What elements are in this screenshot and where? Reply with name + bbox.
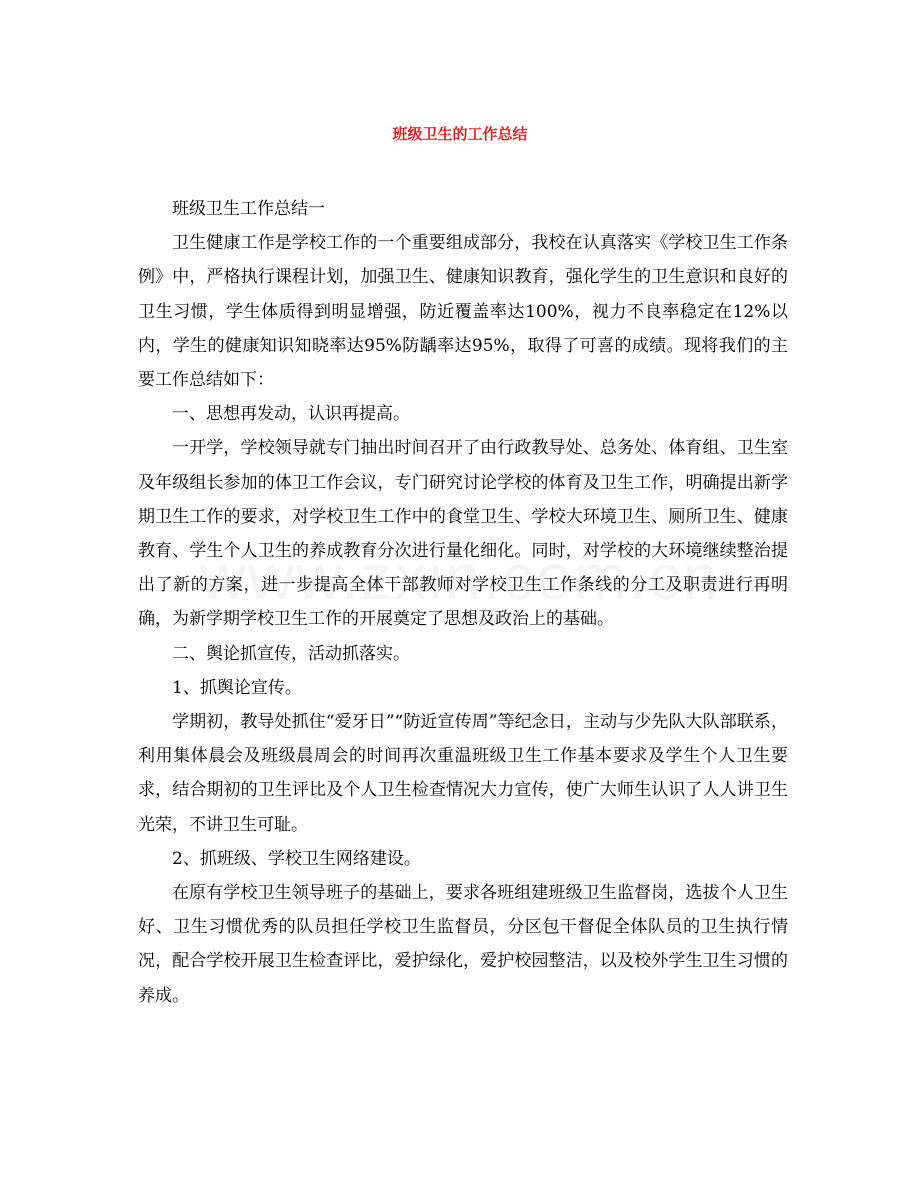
section-heading: 班级卫生工作总结一	[172, 199, 325, 219]
subsection-heading: 2、抓班级、学校卫生网络建设。	[172, 848, 421, 869]
section-heading: 二、舆论抓宣传，活动抓落实。	[172, 643, 410, 664]
body-paragraph: 在原有学校卫生领导班子的基础上，要求各班组建班级卫生监督岗，选拔个人卫生好、卫生习惯优秀的队员担任学校卫生监督员，分区包干督促全体队员的卫生执行情况，配合学校开展卫生检查评比，爱护绿化，爱护校园整洁，以及校外学生卫生习惯的养成。	[138, 883, 788, 1006]
body-paragraph: 一开学，学校领导就专门抽出时间召开了由行政教导处、总务处、体育组、卫生室及年级组长参加的体卫工作会议，专门研究讨论学校的体育及卫生工作，明确提出新学期卫生工作的要求，对学校卫生工作中的食堂卫生、学校大环境卫生、厕所卫生、健康教育、学生个人卫生的养成教育分次进行量化细化。同时，对学校的大环境继续整治提出了新的方案，进一步提高全体干部教师对学校卫生工作条线的分工及职责进行再明确，为新学期学校卫生工作的开展奠定了思想及政治上的基础。	[138, 438, 788, 630]
document-title: 班级卫生的工作总结	[392, 125, 528, 143]
document-body	[138, 192, 788, 1013]
body-paragraph: 学期初，教导处抓住“爱牙日”“防近宣传周”等纪念日，主动与少先队大队部联系，利用集体晨会及班级晨周会的时间再次重温班级卫生工作基本要求及学生个人卫生要求，结合期初的卫生评比及个人卫生检查情况大力宣传，使广大师生认识了人人讲卫生光荣，不讲卫生可耻。	[138, 712, 788, 835]
subsection-heading: 1、抓舆论宣传。	[172, 677, 302, 698]
section-heading: 一、思想再发动，认识再提高。	[172, 404, 410, 425]
body-paragraph: 卫生健康工作是学校工作的一个重要组成部分，我校在认真落实《学校卫生工作条例》中，严格执行课程计划，加强卫生、健康知识教育，强化学生的卫生意识和良好的卫生习惯，学生体质得到明显增强，防近覆盖率达100%，视力不良率稳定在12%以内，学生的健康知识知晓率达95%防龋率达95%，取得了可喜的成绩。现将我们的主要工作总结如下：	[138, 233, 788, 391]
